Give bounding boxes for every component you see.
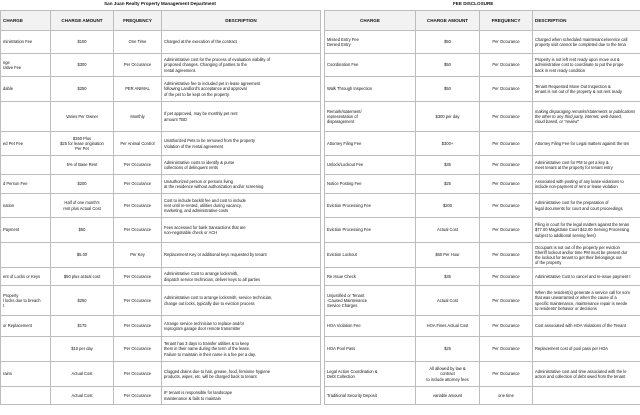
left-amount-cell: $50 [51,218,114,243]
left-amount-cell: $175 [51,316,114,337]
right-description-cell: making disparaging remarks/statements or publications the other to any third party, internet, web-based, cloud based, or "review" [533,102,640,132]
left-amount-cell: Half of one month's rent plus Actual Cost [51,194,114,218]
right-charge-cell: Eviction Lockout [325,243,416,268]
left-frequency-cell: Per Occurance [114,286,162,316]
right-charge-cell: Legal Action Coordination & Debt Collection [325,362,416,387]
right-charge-cell: Walk Through Inspection [325,77,416,102]
left-description-cell: Administrative cost to arrange locksmith, service technician, change out locks, typically due to eviction process [162,286,321,316]
left-frequency-cell: One Time [114,31,162,54]
right-description-cell: Administrative cost for PM to get a key & meet tenant at the property for tenant entry [533,156,640,175]
page-title: San Juan Realty Property Management Department [104,1,216,6]
left-amount-cell: $300 [51,54,114,77]
right-amount-cell: $50 [416,77,480,102]
fee-row [1,316,640,337]
fee-row [1,218,640,243]
left-frequency-cell: Per Occurance [114,156,162,175]
right-description-cell: Tenant Requested Move Out Inspection & tenant is not out of the property & not rent ready [533,77,640,102]
right-description-cell: Associated with posting of any lease violations to include non-payment of rent or lease violation [533,175,640,194]
right-amount-cell: $25 [416,337,480,362]
left-frequency-cell: Per Occurance [114,175,162,194]
left-header-description: DESCRIPTION [162,11,321,31]
left-frequency-cell: Per Occurance [114,337,162,362]
left-description-cell: Cost to include backlit fee and cost to include rent until re-rented, utilities during vacancy, marketing, and administrative costs [162,194,321,218]
right-frequency-cell: Per Occurance [480,102,533,132]
right-charge-cell: Eviction Processing Fee [325,218,416,243]
header-row [1,11,640,31]
left-amount-cell: 5% of Base Rent [51,156,114,175]
right-frequency-cell: Per Occurance [480,316,533,337]
left-charge-cell: ent of Locks or Keys [1,268,51,286]
right-description-cell: Administrative Cost to cancel and re-issue payment t [533,268,640,286]
right-amount-cell: $35 [416,268,480,286]
right-amount-cell: $35 [416,156,480,175]
left-charge-cell: nation [1,194,51,218]
right-description-cell: Property is not left rent ready upon move out & administrative cost to coordinate to put the prope back in rent ready condition [533,54,640,77]
right-amount-cell: $25 [416,175,480,194]
left-frequency-cell: Per Occurance [114,218,162,243]
right-amount-cell: $60 Per Hour [416,243,480,268]
left-amount-cell: $350 Plus $25 for lease origination Per Pet [51,132,114,156]
right-amount-cell: Actual Cost [416,286,480,316]
left-description-cell: Administrative costs to identify & purse collections of delinquent rents [162,156,321,175]
left-header-charge: CHARGE [1,11,51,31]
right-description-cell: Occupant is not out of the property per eviction Sheriff lockout and/or time PM must be present dur the lockout for tenant to get their belongings out of the property [533,243,640,268]
right-charge-cell: Attorney Filing Fee [325,132,416,156]
right-header-amount: CHARGE AMOUNT [416,11,480,31]
right-charge-cell: Traditional Security Deposit [325,387,416,405]
right-description-cell: Attorney Filing Fee for Legal matters against the ten [533,132,640,156]
left-description-cell: Clogged drains due to hair, grease, food, feminine hygiene products, wipes, etc. will be charged back to tenant [162,362,321,387]
right-frequency-cell: Per Occurance [480,194,533,218]
right-description-cell: Cost associated with HOA Violations of the Tenant [533,316,640,337]
fee-disclosure-title: FEE DISCLOSURE [453,1,494,6]
left-description-cell: Charged at the execution of the contract [162,31,321,54]
left-frequency-cell: Per Occurance [114,194,162,218]
right-frequency-cell: Per Occurance [480,268,533,286]
left-charge-cell: d Person Fee [1,175,51,194]
left-frequency-cell: Per Occurance [114,54,162,77]
right-frequency-cell: Per Occurance [480,54,533,77]
right-charge-cell: HOA Violation Fee [325,316,416,337]
right-frequency-cell: Per Occurance [480,337,533,362]
left-header-amount: CHARGE AMOUNT [51,11,114,31]
fee-row [1,156,640,175]
left-description-cell: Unauthorized person or persons living at the residence without authorization and/or screening [162,175,321,194]
right-header-charge: CHARGE [325,11,416,31]
left-amount-cell: $10 per day [51,337,114,362]
right-frequency-cell: Per Occurance [480,31,533,54]
left-description-cell: Arrange service technician to replace and/or reprogram garage door remote transmitter [162,316,321,337]
left-amount-cell: $200 [51,175,114,194]
right-frequency-cell: Per Occurance [480,175,533,194]
right-description-cell [533,387,640,405]
fee-row [1,31,640,54]
right-charge-cell: Unlock/Lockout Fee [325,156,416,175]
left-charge-cell: Payment [1,218,51,243]
left-charge-cell: rains [1,362,51,387]
fee-row [1,387,640,405]
fee-row [1,194,640,218]
left-description-cell: Administrative fee to included pet in lease agreement following Landlord's acceptance and approval of the pet to be kept on the property. [162,77,321,102]
left-description-cell: Tenant has 3 days to transfer utilities & to keep them in their name during the term of the lease. Failure to maintain in their name is a fee per a day. [162,337,321,362]
right-charge-cell: Coordination Fee [325,54,416,77]
left-amount-cell: $250 [51,286,114,316]
right-charge-cell: Notice Posting Fee [325,175,416,194]
fee-sheet [0,10,640,415]
left-description-cell: Replacement Key or additional keys requested by tenant [162,243,321,268]
left-frequency-cell: Monthly [114,102,162,132]
left-frequency-cell: Per Occurance [114,362,162,387]
right-description-cell: Filing in court for the legal matters against the tenan $77.00 Magistrate Court $42.00 Serving Processing subject to additional serving fees) [533,218,640,243]
left-charge-cell [1,156,51,175]
right-description-cell: Replacement cost of pool pass per HOA [533,337,640,362]
right-frequency-cell: Per Occurance [480,243,533,268]
left-charge-cell: Property l locks due to breach t [1,286,51,316]
fee-row [1,54,640,77]
left-amount-cell: Actual Cost [51,387,114,405]
left-description-cell: Administrative Cost to arrange locksmith, dispatch service technician, deliver keys to all parties [162,268,321,286]
left-charge-cell [1,387,51,405]
fee-row [1,362,640,387]
right-description-cell: Administrative cost for the preparation of legal documents for court and court proceedings [533,194,640,218]
right-charge-cell: HOA Pool Pass [325,337,416,362]
left-charge-cell: nge rative Fee [1,54,51,77]
right-description-cell: Administrative cost and time associated with the le action and collection of debt owed from the tenant [533,362,640,387]
left-frequency-cell: Per Occurance [114,268,162,286]
left-frequency-cell: Per Occurance [114,316,162,337]
right-frequency-cell: Per Occurance [480,286,533,316]
right-charge-cell: Re Issue Check [325,268,416,286]
left-description-cell: Fees accessed for bank transactions that are non-negotiable check or ACH [162,218,321,243]
left-charge-cell: or Replacement [1,316,51,337]
right-frequency-cell: Per Occurance [480,362,533,387]
left-description-cell: If pet approved, may be monthly pet rent amount TBD [162,102,321,132]
right-header-frequency: FREQUENCY [480,11,533,31]
fee-row [1,337,640,362]
right-amount-cell: Actual Cost [416,218,480,243]
fee-rows [1,31,640,405]
fee-row [1,243,640,268]
left-charge-cell: dable [1,77,51,102]
left-amount-cell: $50 plus actual cost [51,268,114,286]
right-charge-cell: Eviction Processing Fee [325,194,416,218]
right-amount-cell: $50 [416,31,480,54]
right-description-cell: When the resident(s) generate a service call for som that was unwarranted or when the cause of a specific maintenance, maintenance repair is neede to residents' behavior or decisions [533,286,640,316]
right-amount-cell: $50 [416,54,480,77]
left-amount-cell: Varies Per Owner [51,102,114,132]
right-charge-cell: Remark/statement/ representation of disparagement [325,102,416,132]
right-charge-cell: Missed Entry Fee Denied Entry [325,31,416,54]
left-amount-cell: Actual Cost [51,362,114,387]
right-frequency-cell: Per Occurance [480,218,533,243]
left-description-cell: IF tenant is responsible for landscape maintenance & fails to maintain [162,387,321,405]
fee-table [0,10,640,405]
fee-row [1,175,640,194]
right-header-description: DESCRIPTION [533,11,640,31]
fee-row [1,286,640,316]
right-charge-cell: Unjustified or Tenant -Caused Maintenance Service Charges [325,286,416,316]
right-frequency-cell: one time [480,387,533,405]
left-amount-cell: $250 [51,77,114,102]
left-frequency-cell: PER ANIMAL [114,77,162,102]
right-amount-cell: $300+ [416,132,480,156]
left-frequency-cell: Per Key [114,243,162,268]
left-amount-cell: $100 [51,31,114,54]
right-frequency-cell: Per Occurance [480,77,533,102]
left-charge-cell [1,102,51,132]
fee-row [1,102,640,132]
left-charge-cell: ed Pet Fee [1,132,51,156]
right-description-cell: Charged when scheduled maintenance/service call property visit cannot be completed due to the tena [533,31,640,54]
fee-row [1,77,640,102]
right-amount-cell: All allowed by law & contract to include attorney fees [416,362,480,387]
left-charge-cell [1,337,51,362]
right-frequency-cell: Per Occurance [480,156,533,175]
left-charge-cell: ministration Fee [1,31,51,54]
left-charge-cell [1,243,51,268]
fee-row [1,132,640,156]
right-amount-cell: variable amount [416,387,480,405]
right-amount-cell: HOA Fines Actual Cost [416,316,480,337]
left-description-cell: Unathorized Pets to be removed from the property Violation of the rental agreement [162,132,321,156]
left-header-frequency: FREQUENCY [114,11,162,31]
left-frequency-cell: Per Occurance [114,387,162,405]
right-frequency-cell: Per Occurance [480,132,533,156]
fee-row [1,268,640,286]
right-amount-cell: $300 per day [416,102,480,132]
left-description-cell: Administrative cost for the process of evaluation viability of proposed changes. Changing of parties to the rental agreement. [162,54,321,77]
left-frequency-cell: Per Animal Control [114,132,162,156]
left-amount-cell: $5.00 [51,243,114,268]
right-amount-cell: $200 [416,194,480,218]
